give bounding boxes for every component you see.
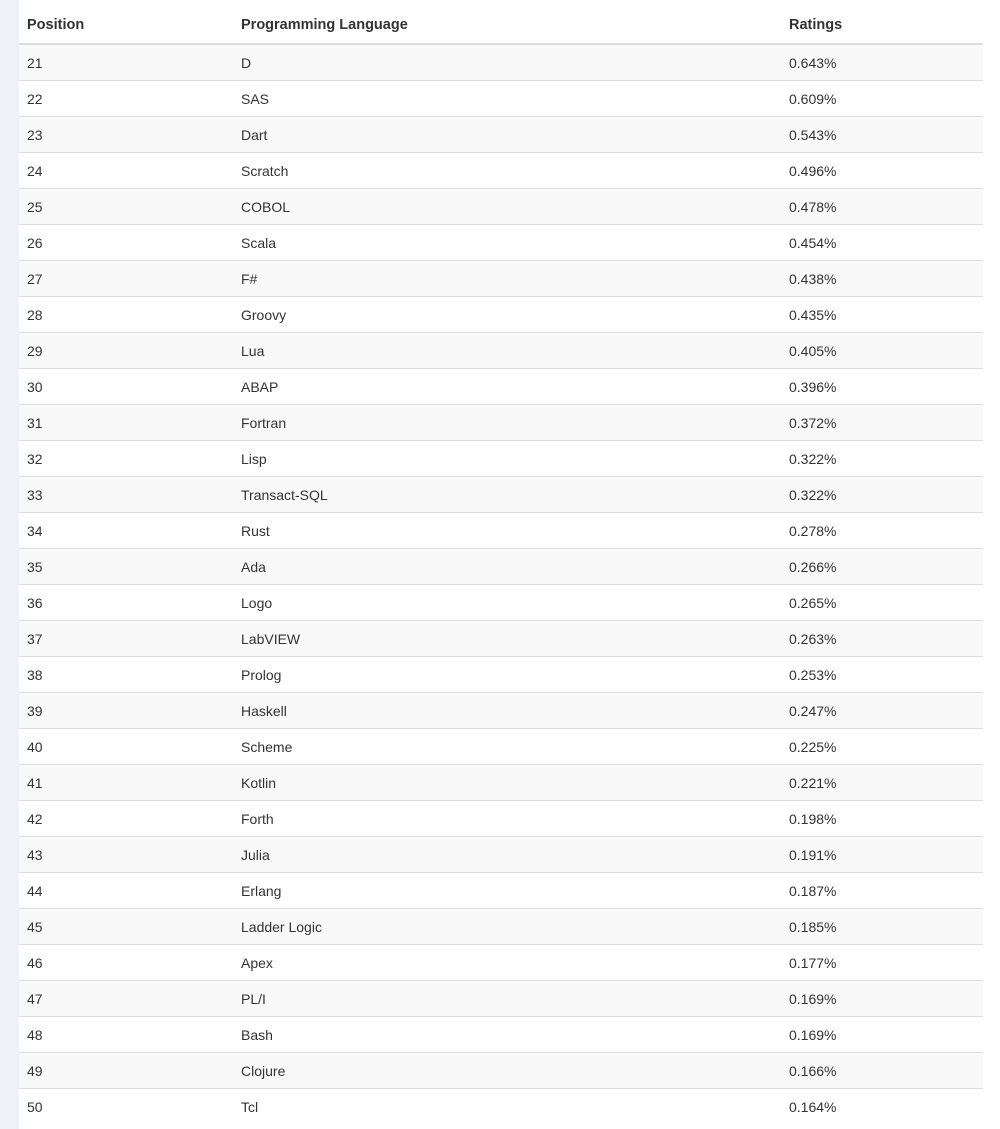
cell-position: 21 [19,44,233,81]
cell-position: 30 [19,369,233,405]
cell-position: 26 [19,225,233,261]
cell-position: 43 [19,837,233,873]
cell-rating: 0.372% [781,405,983,441]
cell-position: 44 [19,873,233,909]
cell-rating: 0.169% [781,981,983,1017]
table-row [19,153,983,189]
cell-position: 41 [19,765,233,801]
cell-rating: 0.496% [781,153,983,189]
cell-rating: 0.166% [781,1053,983,1089]
cell-language: Rust [233,513,781,549]
cell-position: 25 [19,189,233,225]
table-row [19,44,983,81]
cell-position: 46 [19,945,233,981]
cell-rating: 0.265% [781,585,983,621]
cell-position: 38 [19,657,233,693]
cell-language: LabVIEW [233,621,781,657]
cell-language: Kotlin [233,765,781,801]
table-row [19,765,983,801]
cell-position: 31 [19,405,233,441]
cell-position: 45 [19,909,233,945]
cell-language: Prolog [233,657,781,693]
cell-rating: 0.221% [781,765,983,801]
cell-position: 33 [19,477,233,513]
cell-rating: 0.609% [781,81,983,117]
cell-language: Transact-SQL [233,477,781,513]
cell-rating: 0.177% [781,945,983,981]
cell-rating: 0.185% [781,909,983,945]
table-row [19,693,983,729]
table-row [19,729,983,765]
table-row [19,477,983,513]
cell-language: SAS [233,81,781,117]
cell-language: Lua [233,333,781,369]
header-programming-language: Programming Language [233,7,781,44]
table-row [19,189,983,225]
cell-rating: 0.396% [781,369,983,405]
header-ratings: Ratings [781,7,983,44]
table-row [19,801,983,837]
table-row [19,297,983,333]
table-row [19,225,983,261]
table-row [19,441,983,477]
cell-position: 40 [19,729,233,765]
cell-rating: 0.643% [781,44,983,81]
cell-position: 27 [19,261,233,297]
cell-position: 28 [19,297,233,333]
cell-language: Lisp [233,441,781,477]
table-row [19,369,983,405]
cell-rating: 0.169% [781,1017,983,1053]
cell-position: 22 [19,81,233,117]
cell-position: 36 [19,585,233,621]
cell-rating: 0.478% [781,189,983,225]
cell-language: F# [233,261,781,297]
cell-language: PL/I [233,981,781,1017]
table-row [19,585,983,621]
cell-rating: 0.266% [781,549,983,585]
cell-language: Scheme [233,729,781,765]
cell-rating: 0.405% [781,333,983,369]
cell-position: 32 [19,441,233,477]
cell-language: Groovy [233,297,781,333]
cell-language: D [233,44,781,81]
cell-rating: 0.322% [781,441,983,477]
cell-position: 24 [19,153,233,189]
table-row [19,909,983,945]
cell-rating: 0.454% [781,225,983,261]
ranking-table-container [19,7,983,1124]
cell-language: Apex [233,945,781,981]
table-row [19,657,983,693]
cell-language: Haskell [233,693,781,729]
table-row [19,261,983,297]
cell-rating: 0.543% [781,117,983,153]
cell-language: Scala [233,225,781,261]
cell-language: Ladder Logic [233,909,781,945]
cell-position: 49 [19,1053,233,1089]
table-body [19,44,983,1124]
cell-language: Fortran [233,405,781,441]
cell-position: 47 [19,981,233,1017]
table-row [19,333,983,369]
cell-language: Dart [233,117,781,153]
cell-position: 29 [19,333,233,369]
cell-position: 42 [19,801,233,837]
cell-language: Scratch [233,153,781,189]
cell-language: Bash [233,1017,781,1053]
cell-language: Erlang [233,873,781,909]
cell-language: Logo [233,585,781,621]
cell-language: COBOL [233,189,781,225]
language-ranking-table [19,7,983,1124]
cell-rating: 0.164% [781,1089,983,1125]
cell-rating: 0.263% [781,621,983,657]
cell-language: Forth [233,801,781,837]
cell-rating: 0.198% [781,801,983,837]
cell-rating: 0.247% [781,693,983,729]
cell-rating: 0.322% [781,477,983,513]
table-row [19,513,983,549]
cell-rating: 0.191% [781,837,983,873]
table-row [19,981,983,1017]
cell-position: 37 [19,621,233,657]
table-row [19,837,983,873]
cell-rating: 0.438% [781,261,983,297]
table-row [19,1053,983,1089]
table-row [19,1017,983,1053]
cell-language: ABAP [233,369,781,405]
cell-position: 35 [19,549,233,585]
table-row [19,405,983,441]
cell-language: Ada [233,549,781,585]
table-row [19,945,983,981]
cell-rating: 0.253% [781,657,983,693]
cell-language: Tcl [233,1089,781,1125]
header-position: Position [19,7,233,44]
cell-language: Clojure [233,1053,781,1089]
left-gutter [0,0,19,1129]
table-row [19,549,983,585]
cell-language: Julia [233,837,781,873]
cell-rating: 0.187% [781,873,983,909]
cell-position: 34 [19,513,233,549]
cell-position: 23 [19,117,233,153]
cell-position: 39 [19,693,233,729]
table-row [19,117,983,153]
cell-rating: 0.225% [781,729,983,765]
cell-rating: 0.278% [781,513,983,549]
table-header [19,7,983,44]
cell-position: 50 [19,1089,233,1125]
table-row [19,81,983,117]
header-row [19,7,983,44]
table-row [19,1089,983,1125]
table-row [19,873,983,909]
table-row [19,621,983,657]
cell-rating: 0.435% [781,297,983,333]
cell-position: 48 [19,1017,233,1053]
